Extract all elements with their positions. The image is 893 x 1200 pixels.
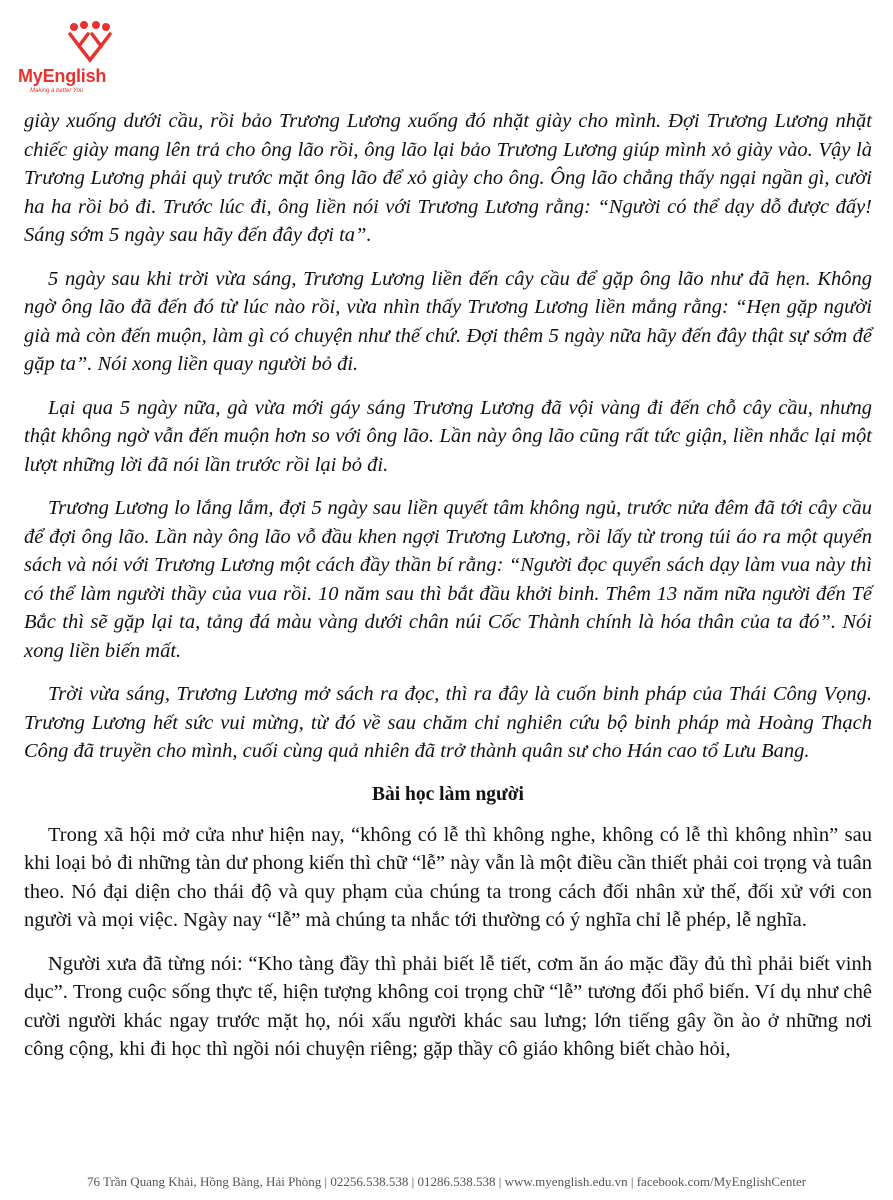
lesson-paragraph: Trong xã hội mở cửa như hiện nay, “không có lễ thì không nghe, không có lễ thì không nhìn” sau khi loại bỏ đi những tàn dư phong kiến thì chữ “lễ” này vẫn là một điều cần thiết phải coi trọng và tuân theo. Nó đại diện cho thái độ và quy phạm của chúng ta trong cách đối nhân xử thế, đối xử với con người và mọi việc. Ngày nay “lễ” mà chúng ta nhắc tới thường có ý nghĩa chỉ lễ phép, lễ nghĩa.	[24, 823, 872, 931]
story-paragraph: giày xuống dưới cầu, rồi bảo Trương Lương xuống đó nhặt giày cho mình. Đợi Trương Lương nhặt chiếc giày mang lên trả cho ông lão rồi, ông lão lại bảo Trương Lương giúp mình xỏ giày vào. Vậy là Trương Lương phải quỳ trước mặt ông lão để xỏ giày cho ông. Ông lão chẳng thấy ngại ngần gì, cười ha ha rồi bỏ đi. Trước lúc đi, ông liền nói với Trương Lương rằng: “Người có thể dạy dỗ được đấy! Sáng sớm 5 ngày sau hãy đến đây đợi ta”.	[24, 110, 872, 246]
story-paragraph: 5 ngày sau khi trời vừa sáng, Trương Lương liền đến cây cầu để gặp ông lão như đã hẹn. Không ngờ ông lão đã đến đó từ lúc nào rồi, vừa nhìn thấy Trương Lương liền mắng rằng: “Hẹn gặp người già mà còn đến muộn, làm gì có chuyện như thế chứ. Đợi thêm 5 ngày nữa hãy đến đây thật sự sớm để gặp ta”. Nói xong liền quay người bỏ đi.	[24, 267, 872, 375]
document-body	[24, 107, 872, 1079]
brand-tagline: Making a better You	[30, 88, 84, 94]
story-paragraph: Trương Lương lo lắng lắm, đợi 5 ngày sau liền quyết tâm không ngủ, trước nửa đêm đã tới cây cầu để đợi ông lão. Lần này ông lão vỗ đầu khen ngợi Trương Lương, rồi lấy từ trong túi áo ra một quyển sách và nói với Trương Lương một cách đầy thần bí rằng: “Người đọc quyển sách dạy làm vua này thì có thể làm người thầy của vua rồi. 10 năm sau thì bắt đầu khởi binh. Thêm 13 năm nữa người đến Tế Bắc thì sẽ gặp lại ta, tảng đá màu vàng dưới chân núi Cốc Thành chính là hóa thân của ta đó”. Nói xong liền biến mất.	[24, 497, 872, 662]
lesson-paragraph: Người xưa đã từng nói: “Kho tàng đầy thì phải biết lễ tiết, cơm ăn áo mặc đầy đủ thì phải biết vinh dục”. Trong cuộc sống thực tế, hiện tượng không coi trọng chữ “lễ” tương đối phổ biến. Ví dụ như chê cười người khác ngay trước mặt họ, nói xấu người khác sau lưng; lớn tiếng gây ồn ào ở những nơi công cộng, khi đi học thì ngồi nói chuyện riêng; gặp thầy cô giáo không biết chào hỏi,	[24, 952, 872, 1060]
page-footer: 76 Trần Quang Khải, Hồng Bàng, Hải Phòng | 02256.538.538 | 01286.538.538 | www.myenglish.edu.vn | facebook.com/MyEnglishCenter	[86, 1174, 807, 1189]
brand-logo	[18, 18, 158, 98]
story-paragraph: Trời vừa sáng, Trương Lương mở sách ra đọc, thì ra đây là cuốn binh pháp của Thái Công Vọng. Trương Lương hết sức vui mừng, từ đó về sau chăm chỉ nghiên cứu bộ binh pháp mà Hoàng Thạch Công đã truyền cho mình, cuối cùng quả nhiên đã trở thành quân sư cho Hán cao tổ Lưu Bang.	[24, 683, 872, 762]
people-logo-icon	[68, 20, 112, 64]
story-paragraph: Lại qua 5 ngày nữa, gà vừa mới gáy sáng Trương Lương đã vội vàng đi đến chỗ cây cầu, nhưng thật không ngờ vẫn đến muộn hơn so với ông lão. Lần này ông lão cũng rất tức giận, liền nhắc lại một lượt những lời đã nói lần trước rồi lại bỏ đi.	[24, 396, 872, 476]
section-heading: Bài học làm người	[372, 783, 524, 805]
brand-name: MyEnglish	[18, 66, 107, 86]
